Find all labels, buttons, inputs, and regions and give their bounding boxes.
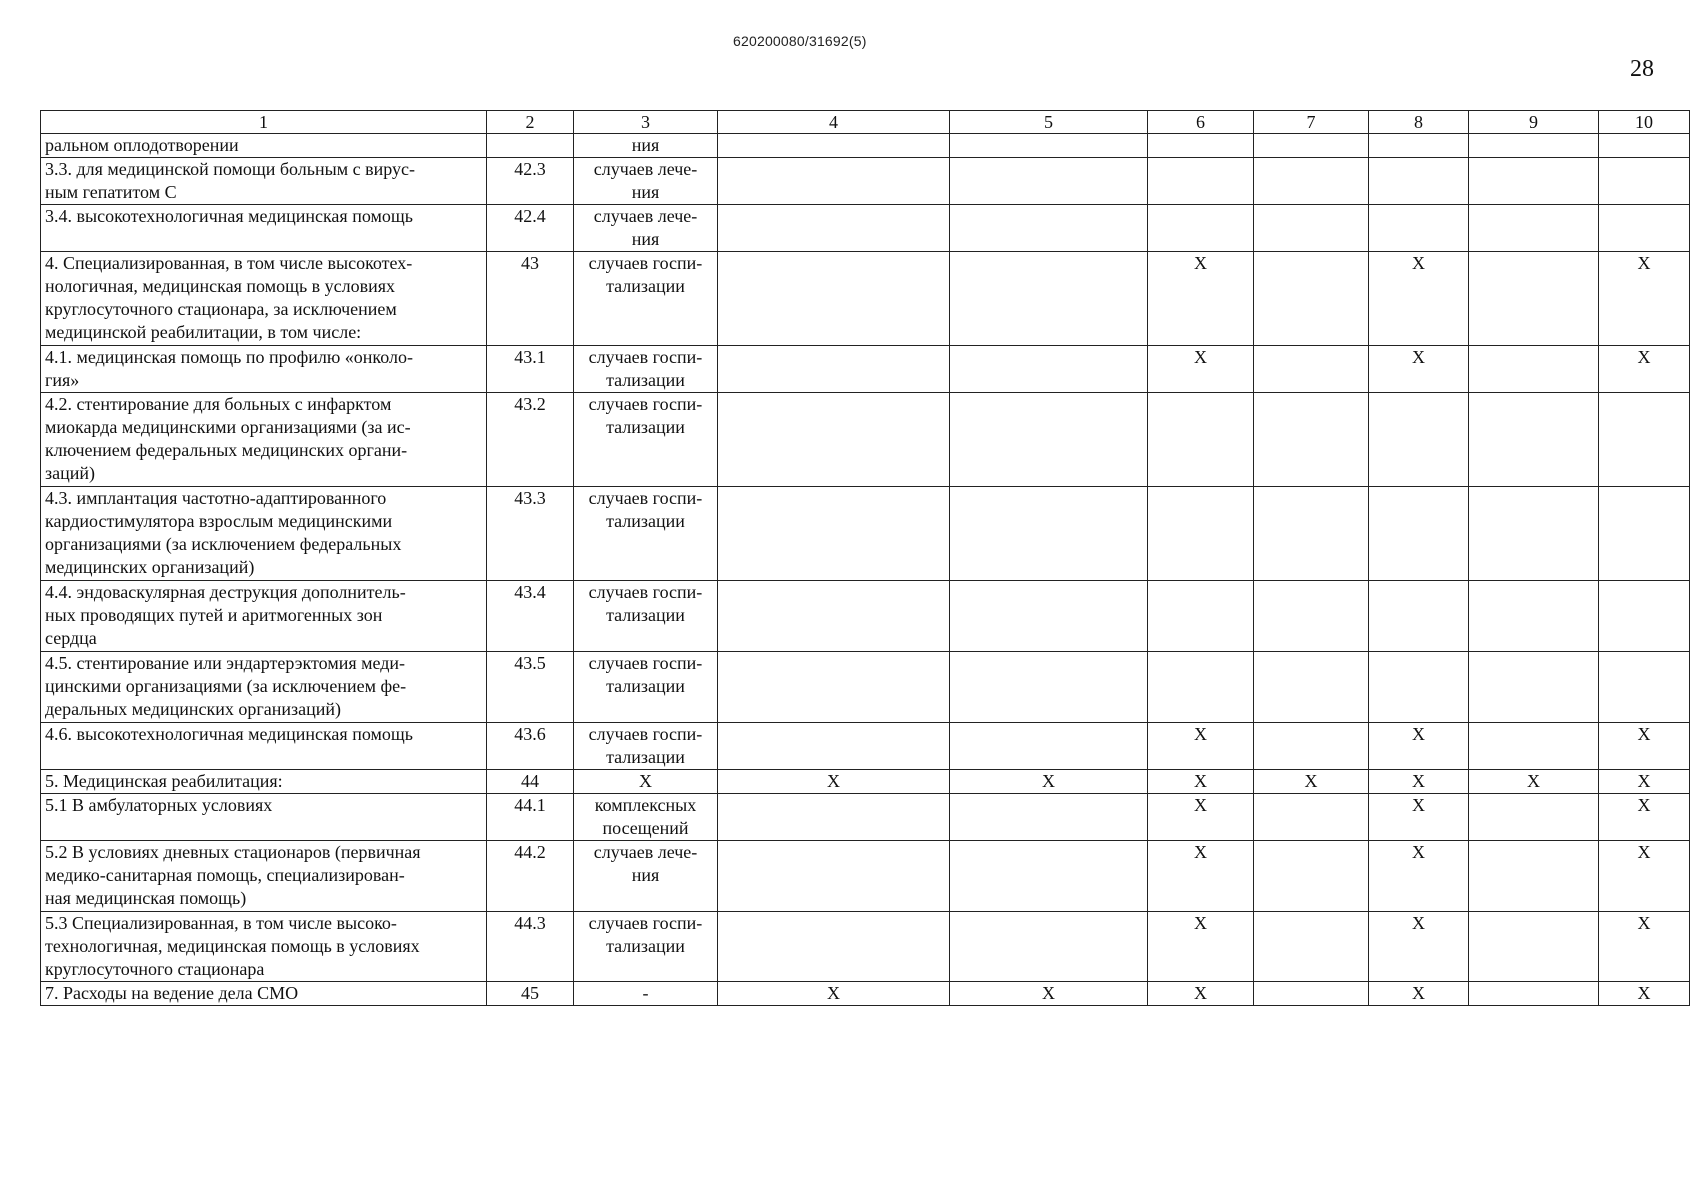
col8-cell xyxy=(1369,794,1469,841)
cell-text: X xyxy=(1527,771,1540,791)
cell-text: случаев госпи- тализации xyxy=(588,724,703,767)
col4-cell xyxy=(718,912,950,982)
column-header: 2 xyxy=(487,111,574,134)
cell-text: 43.6 xyxy=(514,724,546,744)
col8-cell xyxy=(1369,158,1469,205)
col10-cell xyxy=(1599,158,1690,205)
col7-cell xyxy=(1254,487,1369,581)
row-code-cell xyxy=(487,158,574,205)
col9-cell xyxy=(1469,581,1599,652)
col8-cell xyxy=(1369,912,1469,982)
row-unit-cell xyxy=(574,912,718,982)
col9-cell xyxy=(1469,205,1599,252)
cell-text: X xyxy=(1637,913,1651,933)
col6-cell xyxy=(1148,912,1254,982)
cell-text: X xyxy=(1194,795,1207,815)
row-code-cell xyxy=(487,912,574,982)
table-row xyxy=(41,487,1690,581)
cell-text: 43.3 xyxy=(514,488,546,508)
cell-text: X xyxy=(1304,771,1318,791)
table-row xyxy=(41,794,1690,841)
row-name-cell xyxy=(41,487,487,581)
row-name-cell xyxy=(41,770,487,794)
column-header: 5 xyxy=(950,111,1148,134)
col7-cell xyxy=(1254,770,1369,794)
cell-text: ния xyxy=(631,135,660,155)
page-number: 28 xyxy=(1630,56,1654,82)
cell-text: 5. Медицинская реабилитация: xyxy=(45,771,283,791)
cell-text: 43.4 xyxy=(514,582,546,602)
col7-cell xyxy=(1254,841,1369,912)
row-code-cell xyxy=(487,982,574,1006)
col7-cell xyxy=(1254,393,1369,487)
row-name-cell xyxy=(41,346,487,393)
cell-text: 43.1 xyxy=(514,347,546,367)
cell-text: 4.1. медицинская помощь по профилю «онколо- гия» xyxy=(45,347,414,390)
col6-cell xyxy=(1148,723,1254,770)
cell-text: X xyxy=(1194,724,1207,744)
cell-text: 4.5. стентирование или эндартерэктомия меди- цинскими организациями (за исключением фе- деральных медицинских организаций) xyxy=(45,653,407,719)
col10-cell xyxy=(1599,794,1690,841)
col10-cell xyxy=(1599,581,1690,652)
cell-text: X xyxy=(1042,771,1055,791)
cell-text: X xyxy=(1637,842,1651,862)
cell-text: 3.3. для медицинской помощи больным с вирус- ным гепатитом С xyxy=(45,159,415,202)
row-name-cell xyxy=(41,912,487,982)
row-unit-cell xyxy=(574,770,718,794)
col9-cell xyxy=(1469,252,1599,346)
col4-cell xyxy=(718,723,950,770)
cell-text: X xyxy=(1194,347,1207,367)
cell-text: 44.2 xyxy=(514,842,546,862)
data-table xyxy=(40,110,1690,1006)
col4-cell xyxy=(718,346,950,393)
row-unit-cell xyxy=(574,841,718,912)
col7-cell xyxy=(1254,794,1369,841)
table-row xyxy=(41,158,1690,205)
table-row xyxy=(41,652,1690,723)
col7-cell xyxy=(1254,723,1369,770)
col8-cell xyxy=(1369,134,1469,158)
col5-cell xyxy=(950,841,1148,912)
row-name-cell xyxy=(41,841,487,912)
cell-text: ральном оплодотворении xyxy=(45,135,239,155)
cell-text: X xyxy=(1637,983,1651,1003)
column-header: 7 xyxy=(1254,111,1369,134)
cell-text: 3.4. высокотехнологичная медицинская помощь xyxy=(45,206,413,226)
col5-cell xyxy=(950,912,1148,982)
cell-text: 43.2 xyxy=(514,394,546,414)
col4-cell xyxy=(718,652,950,723)
table-row xyxy=(41,841,1690,912)
table-row xyxy=(41,982,1690,1006)
table-row xyxy=(41,346,1690,393)
row-code-cell xyxy=(487,652,574,723)
col10-cell xyxy=(1599,982,1690,1006)
col9-cell xyxy=(1469,393,1599,487)
cell-text: случаев госпи- тализации xyxy=(588,582,703,625)
col5-cell xyxy=(950,770,1148,794)
col6-cell xyxy=(1148,393,1254,487)
table-row xyxy=(41,252,1690,346)
cell-text: X xyxy=(827,771,840,791)
row-code-cell xyxy=(487,841,574,912)
cell-text: комплексных посещений xyxy=(594,795,697,838)
col8-cell xyxy=(1369,770,1469,794)
col10-cell xyxy=(1599,252,1690,346)
cell-text: X xyxy=(1412,347,1425,367)
document-id: 620200080/31692(5) xyxy=(733,33,867,49)
row-unit-cell xyxy=(574,346,718,393)
col8-cell xyxy=(1369,841,1469,912)
col10-cell xyxy=(1599,393,1690,487)
col8-cell xyxy=(1369,252,1469,346)
row-name-cell xyxy=(41,134,487,158)
col6-cell xyxy=(1148,652,1254,723)
column-header: 1 xyxy=(41,111,487,134)
col4-cell xyxy=(718,393,950,487)
row-code-cell xyxy=(487,581,574,652)
row-name-cell xyxy=(41,581,487,652)
col9-cell xyxy=(1469,912,1599,982)
col10-cell xyxy=(1599,912,1690,982)
cell-text: X xyxy=(639,771,652,791)
col6-cell xyxy=(1148,770,1254,794)
row-code-cell xyxy=(487,205,574,252)
cell-text: 5.3 Специализированная, в том числе высоко- технологичная, медицинская помощь в условиях круглосуточного стационара xyxy=(45,913,420,979)
row-unit-cell xyxy=(574,252,718,346)
row-name-cell xyxy=(41,652,487,723)
col8-cell xyxy=(1369,652,1469,723)
cell-text: случаев госпи- тализации xyxy=(588,488,703,531)
cell-text: 4.2. стентирование для больных с инфарктом миокарда медицинскими организациями (за ис- ключением федеральных медицинских органи- заций) xyxy=(45,394,411,483)
cell-text: X xyxy=(1637,347,1651,367)
col10-cell xyxy=(1599,346,1690,393)
row-code-cell xyxy=(487,723,574,770)
table-row xyxy=(41,912,1690,982)
cell-text: 43.5 xyxy=(514,653,546,673)
cell-text: случаев госпи- тализации xyxy=(588,653,703,696)
col4-cell xyxy=(718,581,950,652)
col6-cell xyxy=(1148,346,1254,393)
col7-cell xyxy=(1254,158,1369,205)
row-unit-cell xyxy=(574,794,718,841)
col8-cell xyxy=(1369,205,1469,252)
col4-cell xyxy=(718,841,950,912)
col9-cell xyxy=(1469,982,1599,1006)
col4-cell xyxy=(718,770,950,794)
cell-text: случаев госпи- тализации xyxy=(588,913,703,956)
col7-cell xyxy=(1254,581,1369,652)
col4-cell xyxy=(718,252,950,346)
col7-cell xyxy=(1254,652,1369,723)
table-row xyxy=(41,581,1690,652)
column-header-row xyxy=(41,111,1690,134)
row-name-cell xyxy=(41,723,487,770)
row-name-cell xyxy=(41,158,487,205)
cell-text: X xyxy=(827,983,840,1003)
column-header: 9 xyxy=(1469,111,1599,134)
col8-cell xyxy=(1369,723,1469,770)
col8-cell xyxy=(1369,346,1469,393)
col9-cell xyxy=(1469,652,1599,723)
column-header: 4 xyxy=(718,111,950,134)
cell-text: X xyxy=(1637,795,1651,815)
col6-cell xyxy=(1148,252,1254,346)
cell-text: случаев госпи- тализации xyxy=(588,347,703,390)
row-code-cell xyxy=(487,794,574,841)
row-name-cell xyxy=(41,393,487,487)
col7-cell xyxy=(1254,205,1369,252)
cell-text: X xyxy=(1194,913,1207,933)
cell-text: X xyxy=(1194,983,1207,1003)
col4-cell xyxy=(718,134,950,158)
col10-cell xyxy=(1599,841,1690,912)
cell-text: 44.3 xyxy=(514,913,546,933)
row-name-cell xyxy=(41,252,487,346)
row-unit-cell xyxy=(574,393,718,487)
col8-cell xyxy=(1369,487,1469,581)
col4-cell xyxy=(718,794,950,841)
col5-cell xyxy=(950,652,1148,723)
cell-text: 5.1 В амбулаторных условиях xyxy=(45,795,273,815)
table-row xyxy=(41,770,1690,794)
column-header: 6 xyxy=(1148,111,1254,134)
col8-cell xyxy=(1369,393,1469,487)
cell-text: 42.3 xyxy=(514,159,546,179)
cell-text: 4. Специализированная, в том числе высокотех- нологичная, медицинская помощь в условиях круглосуточного стационара, за исключением медицинской реабилитации, в том числе: xyxy=(45,253,413,342)
col7-cell xyxy=(1254,982,1369,1006)
cell-text: 4.6. высокотехнологичная медицинская помощь xyxy=(45,724,413,744)
cell-text: X xyxy=(1412,842,1425,862)
cell-text: X xyxy=(1637,771,1651,791)
col9-cell xyxy=(1469,487,1599,581)
row-unit-cell xyxy=(574,723,718,770)
row-code-cell xyxy=(487,134,574,158)
row-name-cell xyxy=(41,205,487,252)
col5-cell xyxy=(950,723,1148,770)
cell-text: X xyxy=(1412,771,1425,791)
row-name-cell xyxy=(41,982,487,1006)
cell-text: 5.2 В условиях дневных стационаров (первичная медико-санитарная помощь, специализирован- ная медицинская помощь) xyxy=(45,842,421,908)
cell-text: 45 xyxy=(521,983,539,1003)
cell-text: 42.4 xyxy=(514,206,546,226)
col5-cell xyxy=(950,134,1148,158)
row-code-cell xyxy=(487,252,574,346)
col5-cell xyxy=(950,158,1148,205)
cell-text: X xyxy=(1637,724,1651,744)
col9-cell xyxy=(1469,841,1599,912)
row-code-cell xyxy=(487,770,574,794)
column-header: 3 xyxy=(574,111,718,134)
col5-cell xyxy=(950,794,1148,841)
col6-cell xyxy=(1148,487,1254,581)
table-row xyxy=(41,723,1690,770)
column-header: 8 xyxy=(1369,111,1469,134)
cell-text: случаев лече- ния xyxy=(593,206,698,249)
row-name-cell xyxy=(41,794,487,841)
col6-cell xyxy=(1148,794,1254,841)
col9-cell xyxy=(1469,158,1599,205)
cell-text: X xyxy=(1412,795,1425,815)
col6-cell xyxy=(1148,134,1254,158)
column-header: 10 xyxy=(1599,111,1690,134)
col7-cell xyxy=(1254,252,1369,346)
cell-text: X xyxy=(1194,771,1207,791)
col5-cell xyxy=(950,487,1148,581)
cell-text: 43 xyxy=(521,253,539,273)
col7-cell xyxy=(1254,134,1369,158)
col10-cell xyxy=(1599,487,1690,581)
col9-cell xyxy=(1469,346,1599,393)
col9-cell xyxy=(1469,134,1599,158)
col5-cell xyxy=(950,346,1148,393)
col6-cell xyxy=(1148,982,1254,1006)
col4-cell xyxy=(718,487,950,581)
cell-text: X xyxy=(1412,983,1425,1003)
col9-cell xyxy=(1469,770,1599,794)
cell-text: 4.4. эндоваскулярная деструкция дополнитель- ных проводящих путей и аритмогенных зон сердца xyxy=(45,582,406,648)
col9-cell xyxy=(1469,723,1599,770)
row-unit-cell xyxy=(574,205,718,252)
col4-cell xyxy=(718,158,950,205)
col7-cell xyxy=(1254,346,1369,393)
row-code-cell xyxy=(487,393,574,487)
cell-text: X xyxy=(1412,253,1425,273)
cell-text: случаев лече- ния xyxy=(593,842,698,885)
col10-cell xyxy=(1599,652,1690,723)
col4-cell xyxy=(718,982,950,1006)
row-unit-cell xyxy=(574,158,718,205)
cell-text: случаев госпи- тализации xyxy=(588,253,703,296)
col5-cell xyxy=(950,205,1148,252)
cell-text: случаев госпи- тализации xyxy=(588,394,703,437)
col4-cell xyxy=(718,205,950,252)
cell-text: 7. Расходы на ведение дела СМО xyxy=(45,983,299,1003)
cell-text: случаев лече- ния xyxy=(593,159,698,202)
cell-text: X xyxy=(1412,913,1425,933)
col6-cell xyxy=(1148,581,1254,652)
col5-cell xyxy=(950,252,1148,346)
cell-text: X xyxy=(1194,253,1207,273)
col6-cell xyxy=(1148,158,1254,205)
cell-text: 44 xyxy=(521,771,539,791)
col10-cell xyxy=(1599,134,1690,158)
cell-text: - xyxy=(642,983,649,1003)
table-row xyxy=(41,205,1690,252)
row-code-cell xyxy=(487,346,574,393)
col5-cell xyxy=(950,393,1148,487)
row-code-cell xyxy=(487,487,574,581)
row-unit-cell xyxy=(574,581,718,652)
cell-text: 4.3. имплантация частотно-адаптированного кардиостимулятора взрослым медицинскими организациями (за исключением федеральных медицинских организаций) xyxy=(45,488,402,577)
cell-text: X xyxy=(1194,842,1207,862)
col5-cell xyxy=(950,581,1148,652)
col5-cell xyxy=(950,982,1148,1006)
cell-text: 44.1 xyxy=(514,795,546,815)
col10-cell xyxy=(1599,205,1690,252)
col10-cell xyxy=(1599,770,1690,794)
col10-cell xyxy=(1599,723,1690,770)
col8-cell xyxy=(1369,581,1469,652)
row-unit-cell xyxy=(574,982,718,1006)
table-row xyxy=(41,393,1690,487)
cell-text: X xyxy=(1042,983,1055,1003)
row-unit-cell xyxy=(574,134,718,158)
col8-cell xyxy=(1369,982,1469,1006)
col6-cell xyxy=(1148,841,1254,912)
col9-cell xyxy=(1469,794,1599,841)
row-unit-cell xyxy=(574,652,718,723)
table-row xyxy=(41,134,1690,158)
row-unit-cell xyxy=(574,487,718,581)
col7-cell xyxy=(1254,912,1369,982)
col6-cell xyxy=(1148,205,1254,252)
cell-text: X xyxy=(1412,724,1425,744)
cell-text: X xyxy=(1637,253,1651,273)
